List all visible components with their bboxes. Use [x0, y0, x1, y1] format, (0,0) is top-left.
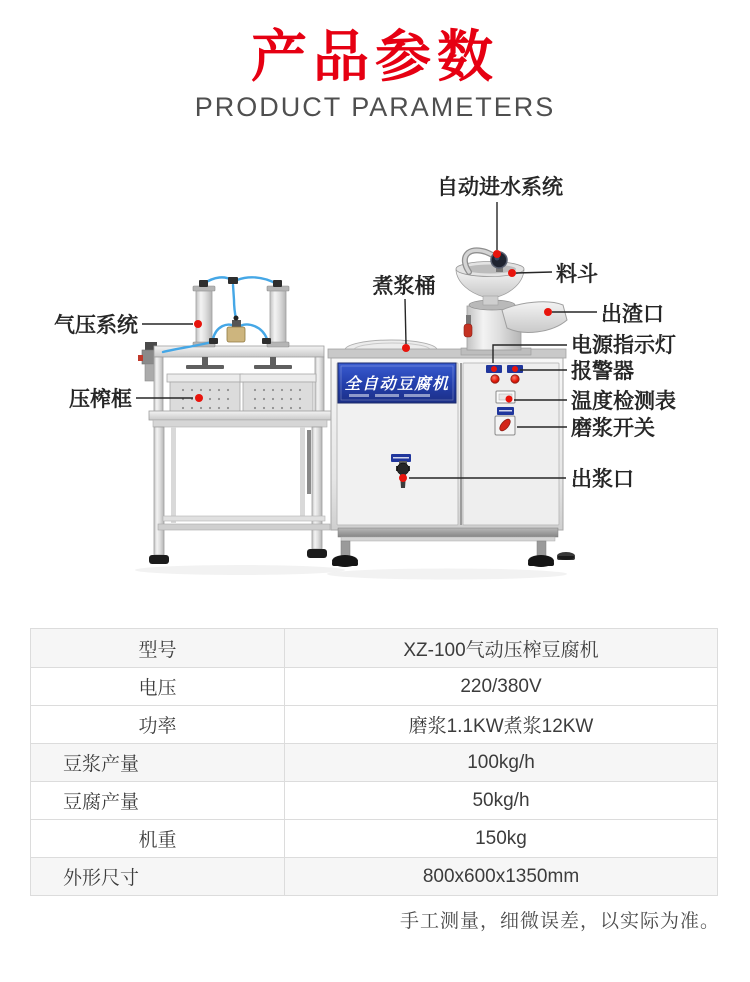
air-cylinder-right	[267, 286, 289, 347]
tofu-machine-illustration	[328, 250, 575, 567]
table-row	[31, 781, 717, 819]
press-foot-left	[149, 555, 169, 564]
spec-label: 电压	[31, 668, 285, 705]
pneumatic-tubing	[163, 277, 277, 352]
table-row	[31, 705, 717, 743]
pulp-tap-label-text	[393, 457, 409, 459]
press-box-right	[240, 374, 316, 415]
label-boiling-bucket: 煮浆桶	[372, 275, 436, 298]
label-pneumatic-system: 气压系统	[54, 314, 138, 337]
table-row	[31, 629, 717, 667]
table-row	[31, 857, 717, 895]
label-alarm: 报警器	[571, 360, 634, 383]
press-leg-left	[154, 427, 164, 555]
spec-label: 机重	[31, 820, 285, 857]
label-press-frame: 压榨框	[69, 388, 132, 411]
label-hopper: 料斗	[556, 263, 598, 286]
table-row	[31, 819, 717, 857]
spec-label: 型号	[31, 629, 285, 667]
press-shelf-back	[163, 516, 325, 521]
header	[0, 26, 750, 122]
cabinet-foot-stem-left	[341, 541, 350, 557]
solenoid-valve	[227, 316, 245, 343]
slag-chute	[502, 302, 567, 333]
table-row	[31, 667, 717, 705]
cabinet-foot-stem-right	[537, 541, 546, 557]
callout-line-boiling-bucket	[405, 299, 406, 344]
spec-label: 功率	[31, 706, 285, 743]
air-cylinder-left	[193, 286, 215, 347]
callout-dot-press-frame	[195, 394, 203, 402]
cabinet-door-right	[463, 363, 559, 525]
spec-value: XZ-100气动压榨豆腐机	[403, 639, 599, 661]
label-pulp-outlet: 出浆口	[571, 468, 634, 491]
spec-label: 外形尺寸	[31, 858, 285, 895]
brand-panel-title: 全自动豆腐机	[344, 374, 450, 393]
label-grind-switch: 磨浆开关	[571, 417, 655, 440]
press-shelf-front	[158, 524, 330, 530]
press-plates	[186, 357, 292, 369]
indicator-light-alarm	[511, 375, 519, 383]
machine-diagram	[0, 150, 750, 610]
press-left-post	[154, 357, 163, 415]
callout-dot-temp-meter	[506, 396, 513, 403]
spec-label: 豆浆产量	[31, 744, 285, 781]
spec-value: 220/380V	[460, 675, 542, 697]
callout-dot-alarm	[512, 366, 518, 372]
callout-dot-hopper	[508, 269, 516, 277]
callout-dot-slag-outlet	[544, 308, 552, 316]
hopper-neck	[483, 296, 498, 305]
callout-dot-water-system	[493, 250, 501, 258]
measurement-note: 手工测量，细微误差，以实际为准。	[399, 911, 720, 932]
callout-dot-boiling-bucket	[402, 344, 410, 352]
spec-value: 磨浆1.1KW煮浆12KW	[408, 716, 594, 737]
label-power-light: 电源指示灯	[571, 334, 676, 357]
spec-value: 800x600x1350mm	[422, 865, 580, 887]
press-leg-right	[312, 427, 322, 549]
callout-dot-power-light	[491, 366, 497, 372]
press-foot-right	[307, 549, 327, 558]
spec-value: 50kg/h	[472, 789, 530, 811]
press-strut	[307, 430, 311, 494]
callout-dot-pneumatic	[194, 320, 202, 328]
spec-table	[30, 628, 718, 896]
press-machine-illustration	[138, 277, 331, 564]
pulp-tap-handle	[397, 463, 409, 475]
label-slag-outlet: 出渣口	[601, 303, 664, 326]
press-right-post	[315, 357, 324, 415]
callout-dot-pulp-outlet	[399, 474, 407, 482]
press-table-top	[149, 411, 331, 420]
page-subtitle: PRODUCT PARAMETERS	[194, 92, 556, 122]
table-row	[31, 743, 717, 781]
indicator-light-power	[491, 375, 499, 383]
spec-value: 100kg/h	[467, 751, 535, 773]
switch-label-text	[499, 410, 512, 412]
press-shadow	[135, 565, 345, 575]
grinder-unit	[456, 250, 567, 355]
grinder-lever-grip	[464, 324, 472, 337]
press-table-top-lower	[153, 420, 327, 427]
cabinet-base	[338, 528, 558, 537]
cabinet-shadow	[327, 569, 567, 580]
press-rear-leg-left	[171, 427, 176, 523]
boiling-pot	[345, 340, 437, 350]
press-rear-leg-right	[300, 427, 305, 519]
label-temp-meter: 温度检测表	[571, 390, 676, 413]
label-water-system: 自动进水系统	[437, 176, 563, 199]
cabinet-base-lip	[341, 537, 555, 541]
brand-panel	[338, 363, 456, 403]
page-title: 产品参数	[251, 24, 499, 90]
spec-value: 150kg	[475, 827, 527, 849]
spec-label: 豆腐产量	[31, 782, 285, 819]
press-box-left	[167, 374, 243, 415]
callout-line-hopper	[516, 272, 552, 273]
